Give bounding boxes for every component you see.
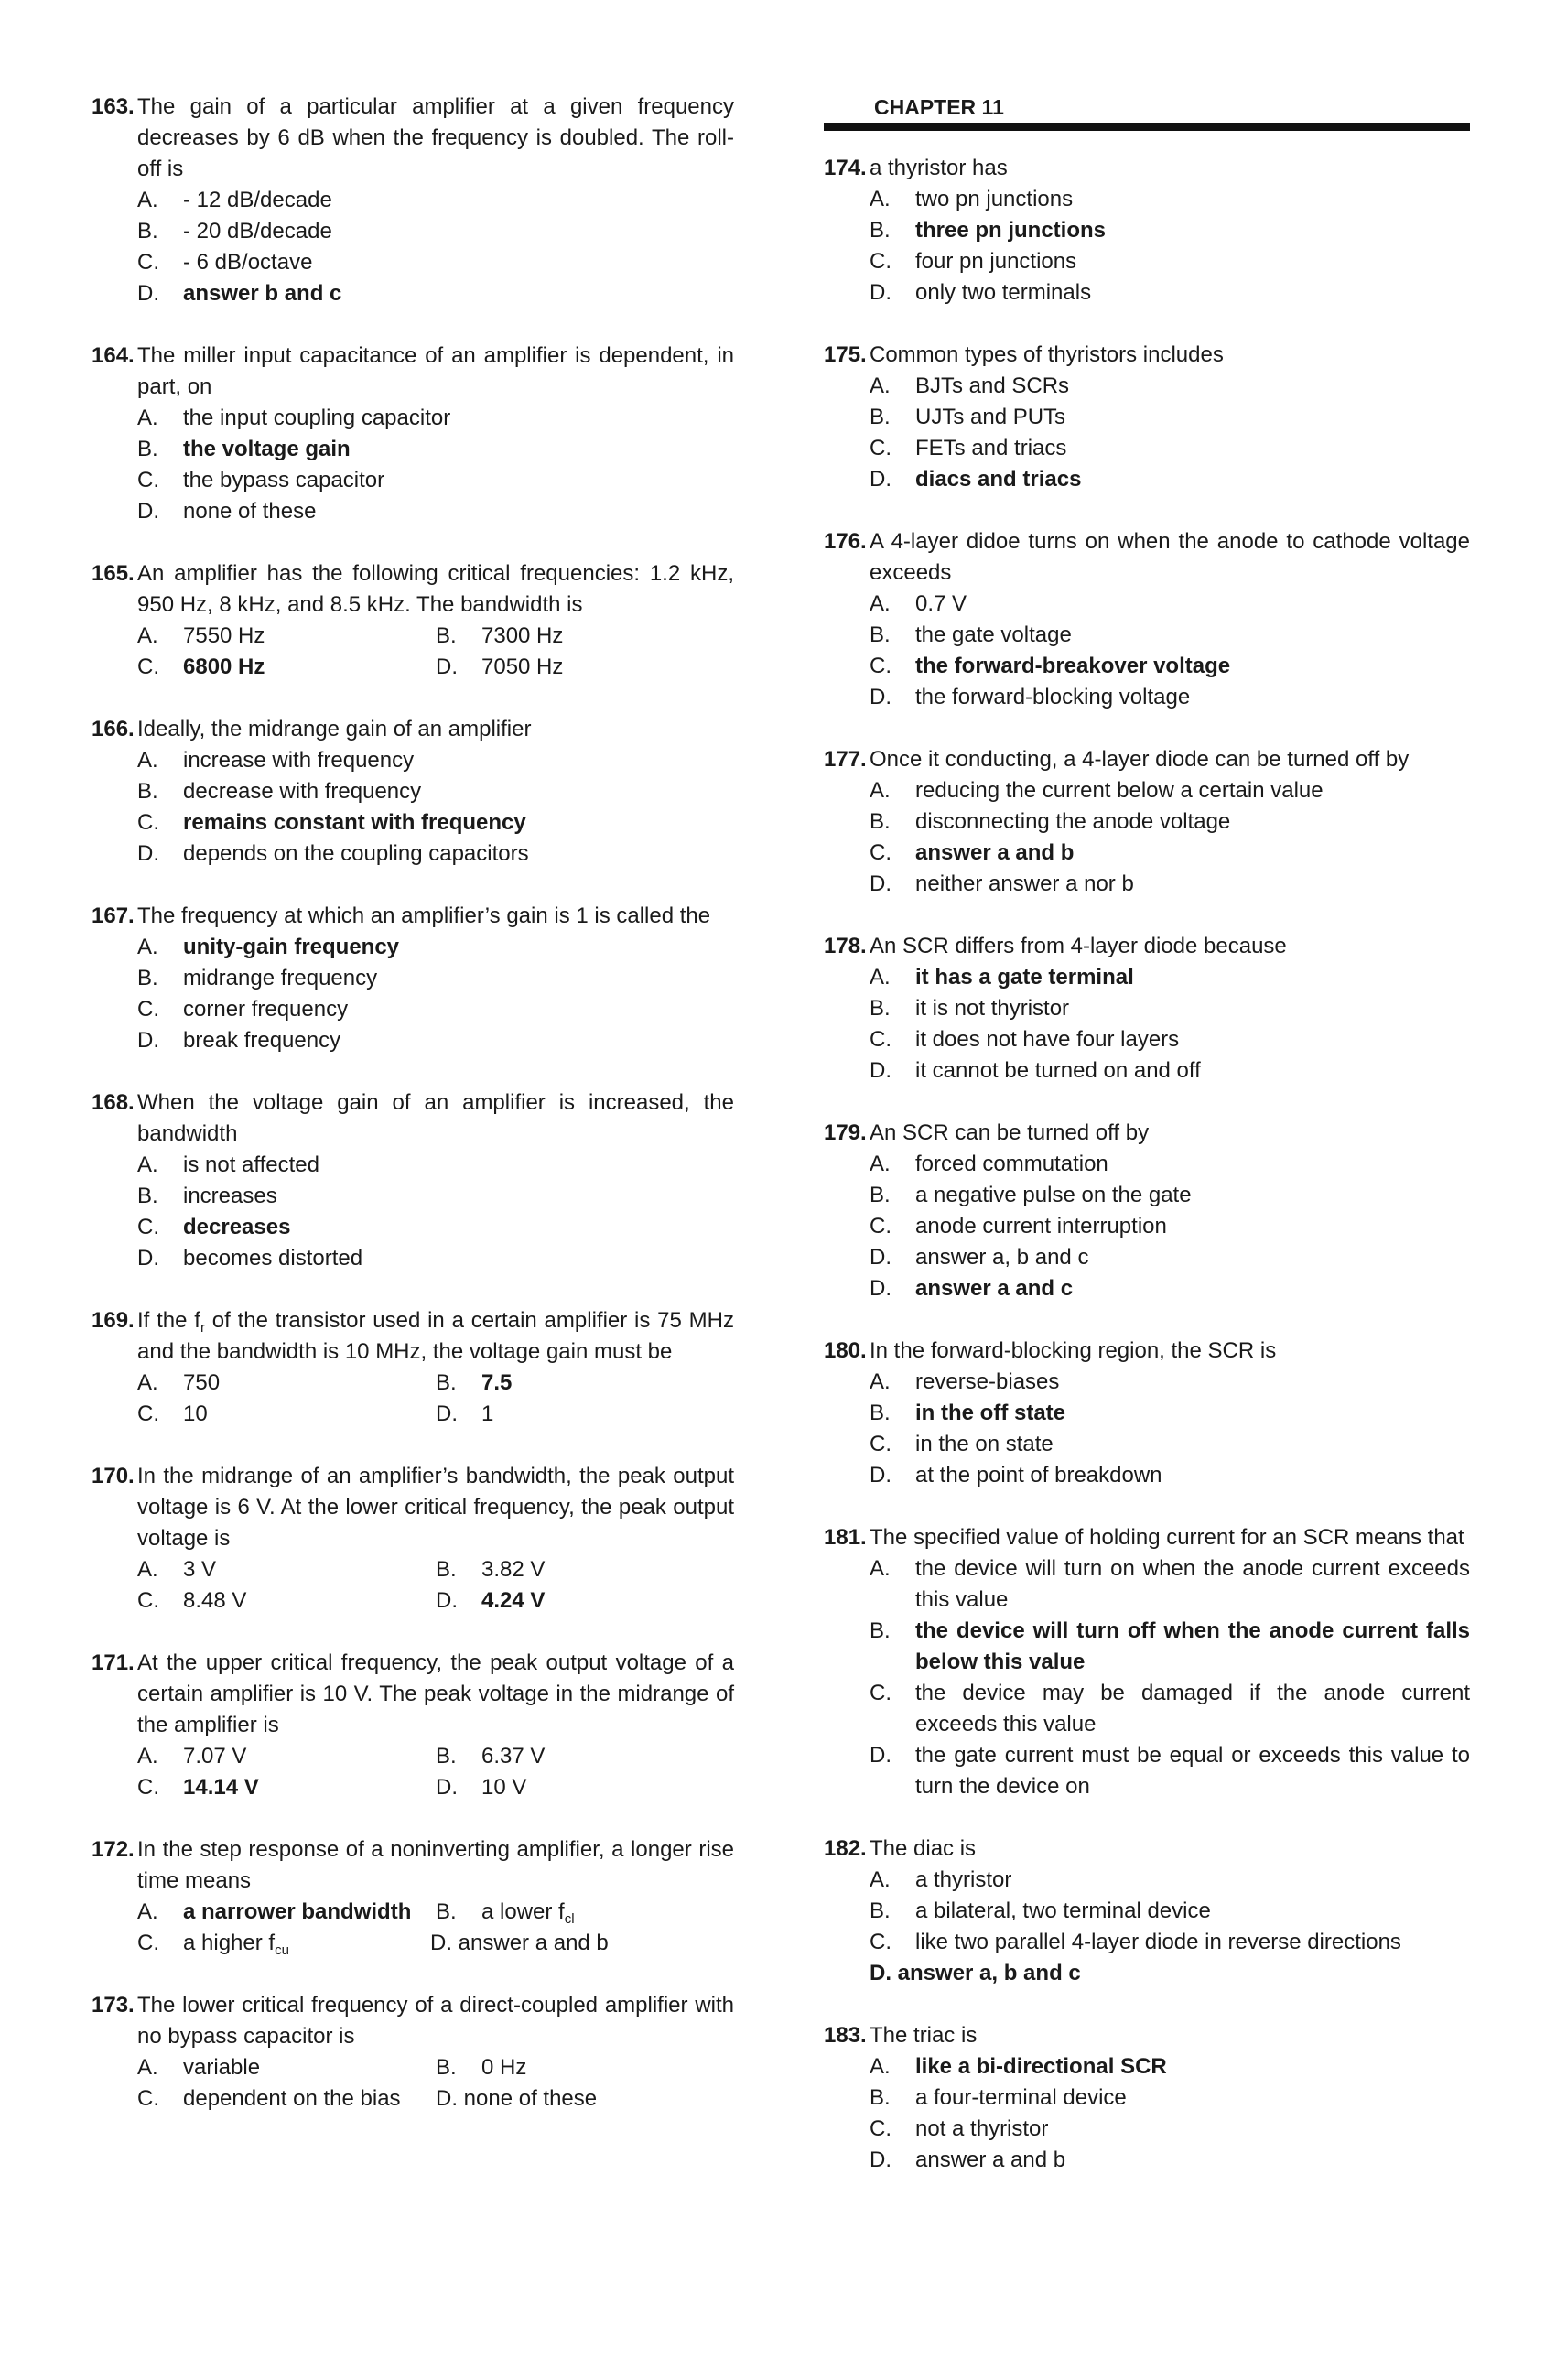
option-b: B. a four-terminal device bbox=[870, 2085, 1127, 2110]
option-a: A. 3 V bbox=[137, 1557, 217, 1582]
question-stem bbox=[824, 153, 1470, 184]
question-179 bbox=[824, 1118, 1470, 1304]
option-b: B. midrange frequency bbox=[137, 966, 378, 990]
option-c: C. dependent on the bias bbox=[137, 2086, 401, 2111]
option-a: A. is not affected bbox=[137, 1152, 319, 1177]
question-175 bbox=[824, 340, 1470, 495]
option-d: D. answer a and b bbox=[430, 1931, 609, 1955]
left-column bbox=[92, 92, 734, 2146]
question-text: a thyristor has bbox=[870, 156, 1008, 180]
option-c: C. a higher $f_{cu}$ bbox=[137, 1931, 289, 1958]
question-stem bbox=[92, 1648, 734, 1741]
option-a-answer: A. it has a gate terminal bbox=[870, 965, 1134, 990]
option-a: A. the device will turn on when the anode current exceeds this value bbox=[870, 1556, 1470, 1612]
option-d: D. none of these bbox=[436, 2086, 598, 2111]
option-a: A. reverse-biases bbox=[870, 1369, 1060, 1394]
question-text: The miller input capacitance of an amplifier is dependent, in part, on bbox=[137, 343, 734, 399]
option-b: B. 7300 Hz bbox=[436, 623, 564, 648]
question-text: An SCR can be turned off by bbox=[870, 1120, 1150, 1145]
options-list bbox=[92, 621, 734, 683]
option-d: D. the forward-blocking voltage bbox=[870, 685, 1191, 709]
options-list bbox=[824, 589, 1470, 713]
option-c: C. FETs and triacs bbox=[870, 436, 1067, 460]
option-c: C. - 6 dB/octave bbox=[137, 250, 313, 275]
option-a: A. increase with frequency bbox=[137, 748, 415, 773]
options-list bbox=[92, 1897, 734, 1959]
option-b: B. disconnecting the anode voltage bbox=[870, 809, 1231, 834]
option-d-answer: D. answer a, b and c bbox=[870, 1961, 1081, 1985]
question-number: 163. bbox=[92, 94, 135, 119]
question-stem bbox=[92, 1990, 734, 2052]
option-d: D. none of these bbox=[137, 499, 317, 524]
question-174 bbox=[824, 153, 1470, 308]
question-text: Ideally, the midrange gain of an amplifier bbox=[137, 717, 532, 741]
right-column bbox=[824, 92, 1470, 2207]
question-number: 183. bbox=[824, 2023, 867, 2048]
question-number: 181. bbox=[824, 1525, 867, 1550]
question-182 bbox=[824, 1834, 1470, 1989]
option-c: C. it does not have four layers bbox=[870, 1027, 1180, 1052]
question-text: The triac is bbox=[870, 2023, 978, 2048]
question-stem bbox=[92, 1087, 734, 1150]
question-stem bbox=[824, 1522, 1470, 1553]
option-a: A. 0.7 V bbox=[870, 591, 967, 616]
question-number: 165. bbox=[92, 561, 135, 586]
options-list bbox=[92, 2052, 734, 2115]
options-list bbox=[824, 184, 1470, 308]
option-d-answer: D. answer b and c bbox=[137, 281, 342, 306]
option-c-answer: C. answer a and b bbox=[870, 840, 1075, 865]
option-a: A. a thyristor bbox=[870, 1867, 1012, 1892]
option-c: C. like two parallel 4-layer diode in reverse directions bbox=[870, 1930, 1401, 1954]
option-b: B. a lower $f_{cl}$ bbox=[436, 1899, 575, 1927]
question-167 bbox=[92, 901, 734, 1056]
option-b-answer: B. 7.5 bbox=[436, 1370, 513, 1395]
option-b: B. 6.37 V bbox=[436, 1744, 546, 1769]
option-b-answer: B. three pn junctions bbox=[870, 218, 1107, 243]
question-stem bbox=[92, 901, 734, 932]
question-stem bbox=[92, 1834, 734, 1897]
option-d-answer: D. diacs and triacs bbox=[870, 467, 1082, 492]
question-number: 171. bbox=[92, 1650, 135, 1675]
question-text: Once it conducting, a 4-layer diode can be turned off by bbox=[870, 747, 1410, 772]
question-stem bbox=[824, 1118, 1470, 1149]
options-list bbox=[92, 185, 734, 309]
option-a: A. the input coupling capacitor bbox=[137, 406, 451, 430]
question-number: 179. bbox=[824, 1120, 867, 1145]
question-180 bbox=[824, 1336, 1470, 1491]
question-178 bbox=[824, 931, 1470, 1087]
option-b: B. increases bbox=[137, 1184, 277, 1208]
option-d: D. only two terminals bbox=[870, 280, 1092, 305]
question-166 bbox=[92, 714, 734, 870]
option-d-answer: D. answer a and c bbox=[870, 1276, 1074, 1301]
question-stem bbox=[824, 744, 1470, 775]
question-181 bbox=[824, 1522, 1470, 1802]
question-169 bbox=[92, 1305, 734, 1430]
question-176 bbox=[824, 526, 1470, 713]
option-b: B. it is not thyristor bbox=[870, 996, 1070, 1021]
options-list bbox=[92, 1368, 734, 1430]
question-stem bbox=[92, 558, 734, 621]
question-number: 164. bbox=[92, 343, 135, 368]
options-list bbox=[824, 371, 1470, 495]
question-number: 167. bbox=[92, 903, 135, 928]
question-165 bbox=[92, 558, 734, 683]
question-text: In the step response of a noninverting amplifier, a longer rise time means bbox=[137, 1837, 734, 1893]
option-d: D. 7050 Hz bbox=[436, 654, 564, 679]
question-170 bbox=[92, 1461, 734, 1617]
option-a: A. forced commutation bbox=[870, 1152, 1108, 1176]
question-text: The gain of a particular amplifier at a given frequency decreases by 6 dB when the frequency is doubled. The roll-off is bbox=[137, 94, 734, 181]
option-c: C. corner frequency bbox=[137, 997, 349, 1022]
options-list bbox=[824, 962, 1470, 1087]
question-text: A 4-layer didoe turns on when the anode to cathode voltage exceeds bbox=[870, 529, 1470, 585]
question-stem bbox=[92, 341, 734, 403]
option-d: D. neither answer a nor b bbox=[870, 871, 1134, 896]
option-b-answer: B. the voltage gain bbox=[137, 437, 351, 461]
option-a: A. 7.07 V bbox=[137, 1744, 247, 1769]
option-d: D. becomes distorted bbox=[137, 1246, 363, 1271]
option-c-answer: C. remains constant with frequency bbox=[137, 810, 526, 835]
chapter-divider bbox=[824, 123, 1470, 131]
question-164 bbox=[92, 341, 734, 527]
option-a: A. reducing the current below a certain value bbox=[870, 778, 1324, 803]
question-171 bbox=[92, 1648, 734, 1803]
question-stem bbox=[824, 2020, 1470, 2051]
question-number: 168. bbox=[92, 1090, 135, 1115]
question-number: 178. bbox=[824, 934, 867, 958]
question-183 bbox=[824, 2020, 1470, 2176]
option-a-answer: A. a narrower bandwidth bbox=[137, 1899, 412, 1924]
option-c: C. anode current interruption bbox=[870, 1214, 1167, 1239]
question-text: In the midrange of an amplifier’s bandwidth, the peak output voltage is 6 V. At the lower critical frequency, the peak output voltage is bbox=[137, 1464, 734, 1551]
question-stem bbox=[92, 92, 734, 185]
question-text: At the upper critical frequency, the peak output voltage of a certain amplifier is 10 V. The peak voltage in the midrange of the amplifier is bbox=[137, 1650, 734, 1737]
option-a: A. two pn junctions bbox=[870, 187, 1074, 211]
option-c-answer: C. the forward-breakover voltage bbox=[870, 654, 1231, 678]
option-b: B. a negative pulse on the gate bbox=[870, 1183, 1192, 1207]
question-173 bbox=[92, 1990, 734, 2115]
question-number: 177. bbox=[824, 747, 867, 772]
question-text: The frequency at which an amplifier’s gain is 1 is called the bbox=[137, 903, 711, 928]
question-stem bbox=[824, 340, 1470, 371]
question-number: 176. bbox=[824, 529, 867, 554]
question-text: When the voltage gain of an amplifier is increased, the bandwidth bbox=[137, 1090, 734, 1146]
option-c: C. in the on state bbox=[870, 1432, 1054, 1456]
question-text: An amplifier has the following critical frequencies: 1.2 kHz, 950 Hz, 8 kHz, and 8.5 kHz. The bandwidth is bbox=[137, 561, 734, 617]
question-number: 170. bbox=[92, 1464, 135, 1488]
question-number: 180. bbox=[824, 1338, 867, 1363]
options-list bbox=[824, 775, 1470, 900]
question-172 bbox=[92, 1834, 734, 1959]
options-list bbox=[92, 1741, 734, 1803]
option-c: C. 10 bbox=[137, 1401, 208, 1426]
option-b-answer: B. in the off state bbox=[870, 1401, 1066, 1425]
question-text: Common types of thyristors includes bbox=[870, 342, 1224, 367]
options-list bbox=[92, 932, 734, 1056]
option-d: D. 10 V bbox=[436, 1775, 527, 1800]
question-163 bbox=[92, 92, 734, 309]
option-d: D. answer a and b bbox=[870, 2147, 1066, 2172]
question-stem bbox=[824, 526, 1470, 589]
option-b: B. the gate voltage bbox=[870, 622, 1072, 647]
option-a-answer: A. unity-gain frequency bbox=[137, 935, 400, 959]
question-stem bbox=[92, 1305, 734, 1368]
question-number: 172. bbox=[92, 1837, 135, 1862]
question-text: In the forward-blocking region, the SCR is bbox=[870, 1338, 1277, 1363]
option-b: B. a bilateral, two terminal device bbox=[870, 1899, 1211, 1923]
option-a-answer: A. like a bi-directional SCR bbox=[870, 2054, 1167, 2079]
option-d-answer: D. 4.24 V bbox=[436, 1588, 546, 1613]
option-d: D. depends on the coupling capacitors bbox=[137, 841, 529, 866]
question-text: The lower critical frequency of a direct-coupled amplifier with no bypass capacitor is bbox=[137, 1993, 734, 2049]
question-number: 173. bbox=[92, 1993, 135, 2018]
option-a: A. 7550 Hz bbox=[137, 623, 265, 648]
option-a: A. variable bbox=[137, 2055, 261, 2080]
option-b: B. 3.82 V bbox=[436, 1557, 546, 1582]
option-a: A. BJTs and SCRs bbox=[870, 373, 1070, 398]
question-stem bbox=[824, 1834, 1470, 1865]
options-list bbox=[92, 403, 734, 527]
option-d: D. break frequency bbox=[137, 1028, 341, 1053]
question-168 bbox=[92, 1087, 734, 1274]
question-stem bbox=[92, 1461, 734, 1554]
question-number: 182. bbox=[824, 1836, 867, 1861]
question-text: If the $f_r$ of the transistor used in a certain amplifier is 75 MHz and the bandwidth is 10 MHz, the voltage gain must be bbox=[137, 1308, 734, 1364]
option-a: A. - 12 dB/decade bbox=[137, 188, 332, 212]
option-c: C. 8.48 V bbox=[137, 1588, 247, 1613]
option-c-answer: C. decreases bbox=[137, 1215, 291, 1239]
option-b: B. UJTs and PUTs bbox=[870, 405, 1066, 429]
option-b-answer: B. the device will turn off when the anode current falls below this value bbox=[870, 1618, 1470, 1674]
option-b: B. 0 Hz bbox=[436, 2055, 527, 2080]
question-number: 175. bbox=[824, 342, 867, 367]
option-c: C. four pn junctions bbox=[870, 249, 1077, 274]
options-list bbox=[92, 1554, 734, 1617]
options-list bbox=[824, 1865, 1470, 1989]
question-177 bbox=[824, 744, 1470, 900]
option-a: A. 750 bbox=[137, 1370, 221, 1395]
question-text: The diac is bbox=[870, 1836, 977, 1861]
option-d: D. at the point of breakdown bbox=[870, 1463, 1162, 1488]
question-number: 169. bbox=[92, 1308, 135, 1333]
question-number: 166. bbox=[92, 717, 135, 741]
option-d: D. it cannot be turned on and off bbox=[870, 1058, 1201, 1083]
option-b: B. - 20 dB/decade bbox=[137, 219, 332, 243]
option-c: C. the bypass capacitor bbox=[137, 468, 385, 492]
option-d: D. 1 bbox=[436, 1401, 494, 1426]
question-stem bbox=[824, 931, 1470, 962]
option-c: C. not a thyristor bbox=[870, 2116, 1049, 2141]
options-list bbox=[824, 1149, 1470, 1304]
options-list bbox=[92, 1150, 734, 1274]
option-d: D. answer a, b and c bbox=[870, 1245, 1089, 1270]
option-d: D. the gate current must be equal or exceeds this value to turn the device on bbox=[870, 1743, 1470, 1799]
option-c-answer: C. 14.14 V bbox=[137, 1775, 259, 1800]
question-stem bbox=[92, 714, 734, 745]
question-number: 174. bbox=[824, 156, 867, 180]
question-text: An SCR differs from 4-layer diode because bbox=[870, 934, 1287, 958]
question-stem bbox=[824, 1336, 1470, 1367]
option-c: C. the device may be damaged if the anode current exceeds this value bbox=[870, 1681, 1470, 1736]
options-list bbox=[824, 2051, 1470, 2176]
chapter-heading: CHAPTER 11 bbox=[874, 95, 1004, 119]
option-c-answer: C. 6800 Hz bbox=[137, 654, 265, 679]
options-list bbox=[92, 745, 734, 870]
question-text: The specified value of holding current for an SCR means that bbox=[870, 1525, 1464, 1550]
option-b: B. decrease with frequency bbox=[137, 779, 422, 804]
options-list bbox=[824, 1553, 1470, 1802]
options-list bbox=[824, 1367, 1470, 1491]
